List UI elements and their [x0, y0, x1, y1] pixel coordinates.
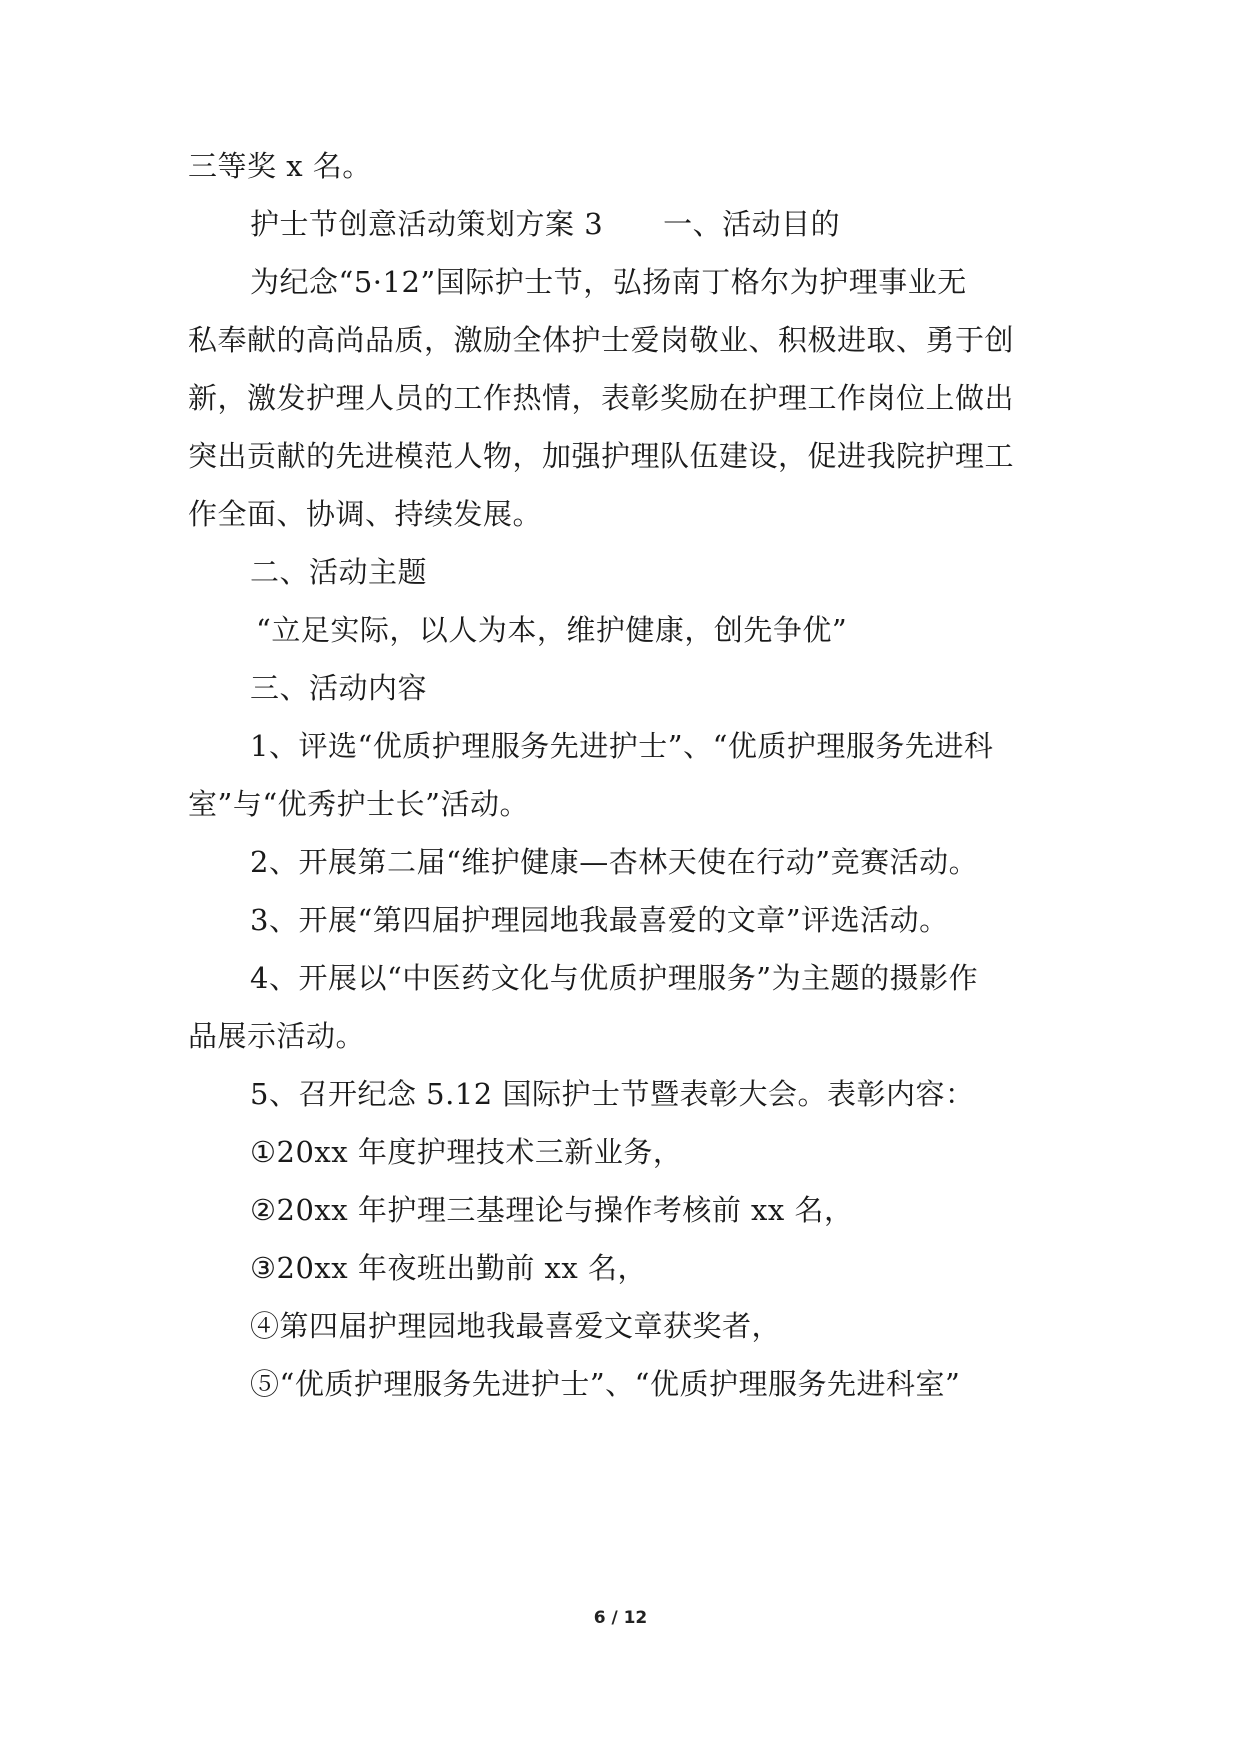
list-item: 4、开展以“中医药文化与优质护理服务”为主题的摄影作 [250, 961, 979, 995]
list-item: 3、开展“第四届护理园地我最喜爱的文章”评选活动。 [250, 903, 949, 937]
paragraph-line: 突出贡献的先进模范人物，加强护理队伍建设，促进我院护理工 [188, 439, 1015, 473]
award-item: ⑤“优质护理服务先进护士”、“优质护理服务先进科室” [250, 1367, 961, 1401]
plan-title: 护士节创意活动策划方案 3 [250, 207, 604, 241]
paragraph-line: 作全面、协调、持续发展。 [188, 497, 543, 531]
section-heading: 一、活动目的 [663, 207, 841, 241]
list-item: 5、召开纪念 5.12 国际护士节暨表彰大会。表彰内容： [250, 1077, 975, 1111]
award-item: ③20xx 年夜班出勤前 xx 名， [250, 1251, 647, 1285]
list-item: 2、开展第二届“维护健康—杏林天使在行动”竞赛活动。 [250, 845, 979, 879]
award-item: ①20xx 年度护理技术三新业务， [250, 1135, 683, 1169]
section-heading: 三、活动内容 [250, 671, 428, 705]
list-item-continuation: 室”与“优秀护士长”活动。 [188, 787, 529, 821]
page-number: 6 / 12 [593, 1608, 648, 1628]
award-item: ④第四届护理园地我最喜爱文章获奖者， [250, 1309, 782, 1343]
paragraph-line: 三等奖 x 名。 [188, 149, 372, 183]
theme-quote: “立足实际，以人为本，维护健康，创先争优” [256, 613, 848, 647]
section-heading-line [250, 204, 1130, 244]
paragraph-line: 新，激发护理人员的工作热情，表彰奖励在护理工作岗位上做出 [188, 381, 1015, 415]
paragraph-line: 为纪念“5·12”国际护士节，弘扬南丁格尔为护理事业无 [250, 265, 967, 299]
section-heading: 二、活动主题 [250, 555, 428, 589]
paragraph-line: 私奉献的高尚品质，激励全体护士爱岗敬业、积极进取、勇于创 [188, 323, 1015, 357]
list-item-continuation: 品展示活动。 [188, 1019, 366, 1053]
list-item: 1、评选“优质护理服务先进护士”、“优质护理服务先进科 [250, 729, 994, 763]
award-item: ②20xx 年护理三基理论与操作考核前 xx 名， [250, 1193, 854, 1227]
